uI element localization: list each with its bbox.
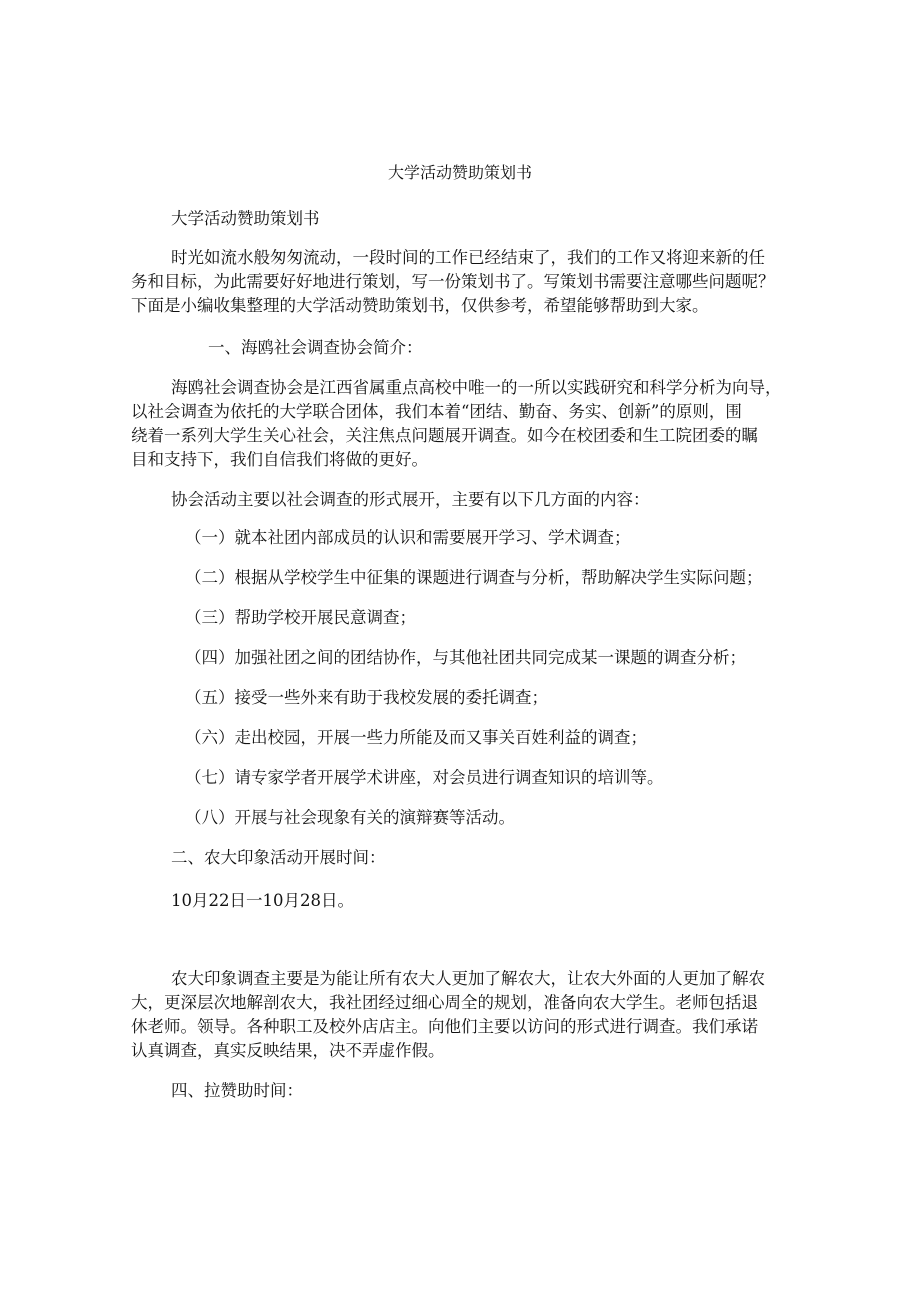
document-title: 大学活动赞助策划书	[387, 163, 532, 182]
section3-line: 休老师。领导。各种职工及校外店店主。向他们主要以访问的形式进行调查。我们承诺	[131, 1017, 758, 1036]
section3-line: 大，更深层次地解剖农大，我社团经过细心周全的规划，准备向农大学生。老师包括退	[131, 993, 758, 1012]
intro-line: 下面是小编收集整理的大学活动赞助策划书，仅供参考，希望能够帮助到大家。	[131, 296, 709, 315]
activity-item: （七）请专家学者开展学术讲座，对会员进行调查知识的培训等。	[185, 768, 664, 787]
section3-line: 农大印象调查主要是为能让所有农大人更加了解农大，让农大外面的人更加了解农	[171, 969, 765, 988]
section1-line: 海鸥社会调查协会是江西省属重点高校中唯一的一所以实践研究和科学分析为向导，	[171, 378, 782, 397]
section2-date: 10月22日一10月28日。	[171, 891, 354, 910]
section1-line: 目和支持下，我们自信我们将做的更好。	[131, 450, 428, 469]
section4-heading: 四、拉赞助时间：	[171, 1081, 303, 1100]
section1-heading: 一、海鸥社会调查协会简介：	[208, 338, 423, 357]
activity-item: （八）开展与社会现象有关的演辩赛等活动。	[185, 808, 515, 827]
activity-item: （二）根据从学校学生中征集的课题进行调查与分析，帮助解决学生实际问题；	[185, 568, 763, 587]
intro-line: 时光如流水般匆匆流动，一段时间的工作已经结束了，我们的工作又将迎来新的任	[171, 248, 765, 267]
intro-line: 务和目标，为此需要好好地进行策划，写一份策划书了。写策划书需要注意哪些问题呢？	[131, 272, 775, 291]
section2-heading: 二、农大印象活动开展时间：	[171, 848, 386, 867]
document-subtitle: 大学活动赞助策划书	[171, 209, 320, 228]
activities-intro: 协会活动主要以社会调查的形式展开，主要有以下几方面的内容：	[171, 490, 650, 509]
activity-item: （四）加强社团之间的团结协作，与其他社团共同完成某一课题的调查分析；	[185, 648, 746, 667]
section1-line: 以社会调查为依托的大学联合团体，我们本着“团结、勤奋、务实、创新”的原则，围	[131, 402, 742, 421]
activity-item: （五）接受一些外来有助于我校发展的委托调查；	[185, 688, 548, 707]
section3-line: 认真调查，真实反映结果，决不弄虚作假。	[131, 1041, 445, 1060]
activity-item: （六）走出校园，开展一些力所能及而又事关百姓利益的调查；	[185, 728, 647, 747]
activity-item: （一）就本社团内部成员的认识和需要展开学习、学术调查；	[185, 528, 631, 547]
section1-line: 绕着一系列大学生关心社会，关注焦点问题展开调查。如今在校团委和生工院团委的瞩	[131, 426, 758, 445]
activity-item: （三）帮助学校开展民意调查；	[185, 608, 416, 627]
